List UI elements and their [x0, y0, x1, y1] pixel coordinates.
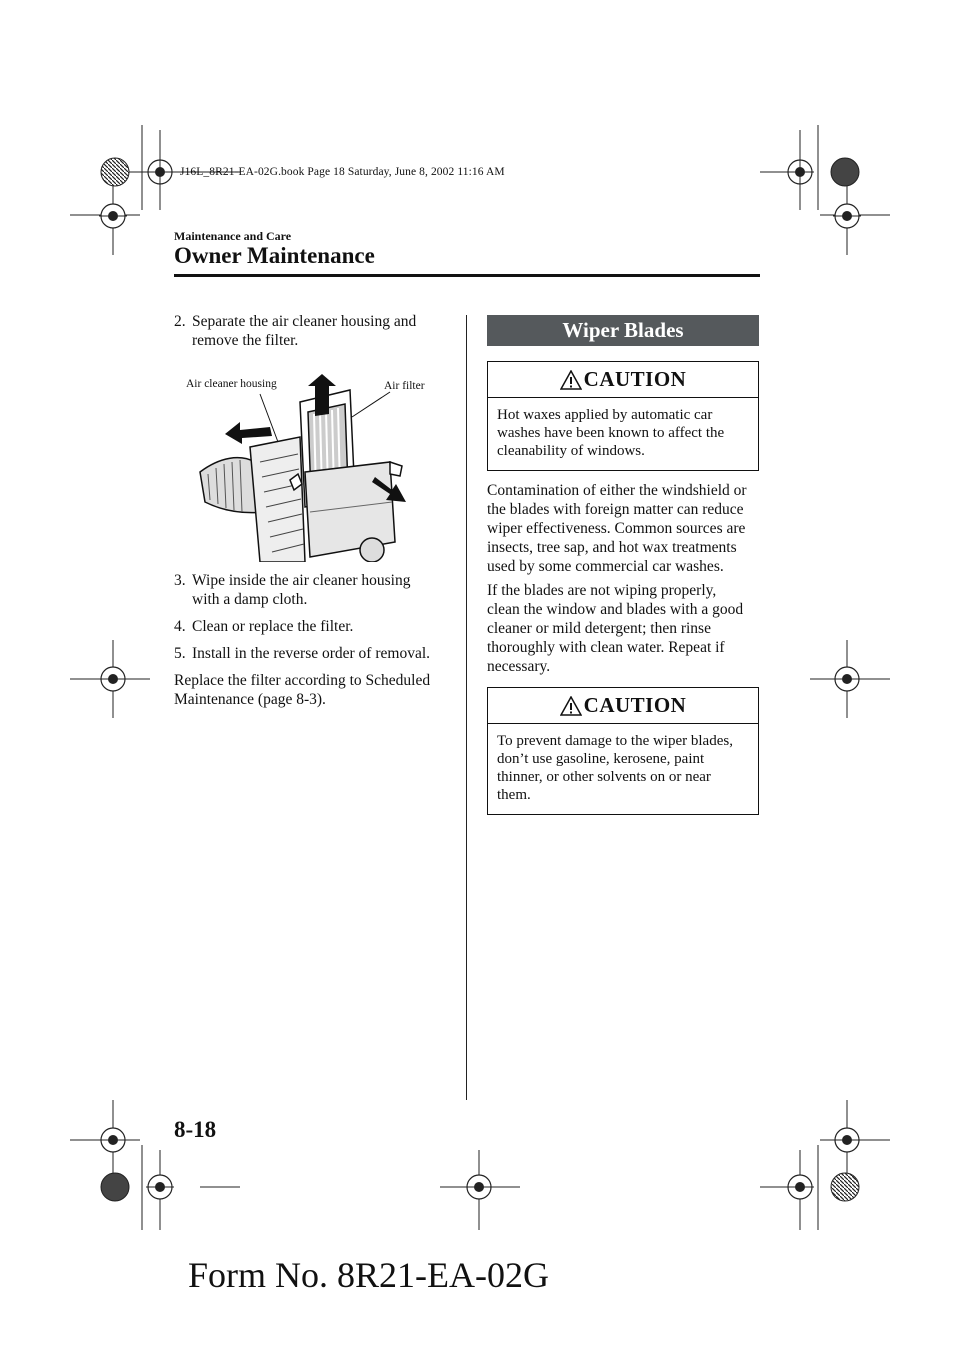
warning-triangle-icon — [560, 370, 582, 390]
step-text: with a damp cloth. — [192, 591, 308, 608]
caution-line: don’t use gasoline, kerosene, paint — [497, 751, 705, 767]
step-number: 4. — [174, 618, 186, 635]
air-filter-illustration — [180, 362, 440, 562]
step-text: Install in the reverse order of removal. — [192, 645, 431, 662]
step-3 — [174, 571, 456, 609]
step-text: Clean or replace the filter. — [192, 618, 354, 635]
paragraph-line: If the blades are not wiping properly, — [487, 582, 717, 599]
section-heading-wiper-blades: Wiper Blades — [487, 315, 759, 346]
closing-paragraph — [174, 671, 459, 709]
step-text: remove the filter. — [192, 332, 299, 349]
paragraph-line: cleaner or mild detergent; then rinse — [487, 620, 711, 637]
paragraph-line: the blades with foreign matter can reduce — [487, 501, 744, 518]
figure-label-filter: Air filter — [384, 380, 425, 392]
paragraph-line: clean the window and blades with a good — [487, 601, 744, 618]
paragraph-line: used by some commercial car washes. — [487, 558, 724, 575]
figure-label-housing: Air cleaner housing — [186, 378, 277, 390]
paragraph-line: necessary. — [487, 658, 551, 675]
paragraph-line: Replace the filter according to Scheduled — [174, 672, 431, 689]
step-5 — [174, 644, 456, 663]
step-text: Separate the air cleaner housing and — [192, 313, 417, 330]
column-divider — [466, 315, 467, 1100]
section-label: Maintenance and Care — [174, 229, 292, 243]
caution-header — [488, 362, 758, 398]
step-4 — [174, 617, 456, 636]
paragraph-cleaning — [487, 581, 777, 676]
caution-line: them. — [497, 787, 531, 803]
caution-line: To prevent damage to the wiper blades, — [497, 733, 733, 749]
caution-line: Hot waxes applied by automatic car — [497, 407, 713, 423]
page-title: Owner Maintenance — [174, 243, 375, 268]
step-2 — [174, 312, 456, 350]
print-info-line: J16L_8R21-EA-02G.book Page 18 Saturday, June 8, 2002 11:16 AM — [180, 166, 505, 178]
paragraph-line: Maintenance (page 8-3). — [174, 691, 326, 708]
caution-title: CAUTION — [583, 693, 687, 717]
caution-line: thinner, or other solvents on or near — [497, 769, 711, 785]
caution-line: cleanability of windows. — [497, 443, 645, 459]
step-text: Wipe inside the air cleaner housing — [192, 572, 411, 589]
page-number: 8-18 — [174, 1117, 217, 1142]
caution-box-2 — [487, 687, 759, 815]
caution-header — [488, 688, 758, 724]
paragraph-line: thoroughly with clean water. Repeat if — [487, 639, 725, 656]
step-number: 3. — [174, 572, 186, 589]
caution-title: CAUTION — [583, 367, 687, 391]
paragraph-line: Contamination of either the windshield or — [487, 482, 747, 499]
form-number: Form No. 8R21-EA-02G — [188, 1255, 549, 1295]
step-number: 2. — [174, 313, 186, 330]
caution-line: washes have been known to affect the — [497, 425, 725, 441]
caution-body — [488, 398, 758, 470]
title-rule — [174, 274, 760, 277]
caution-box-1 — [487, 361, 759, 471]
warning-triangle-icon — [560, 696, 582, 716]
paragraph-line: wiper effectiveness. Common sources are — [487, 520, 746, 537]
caution-body — [488, 724, 758, 814]
step-number: 5. — [174, 645, 186, 662]
paragraph-line: insects, tree sap, and hot wax treatments — [487, 539, 737, 556]
paragraph-contamination — [487, 481, 777, 576]
